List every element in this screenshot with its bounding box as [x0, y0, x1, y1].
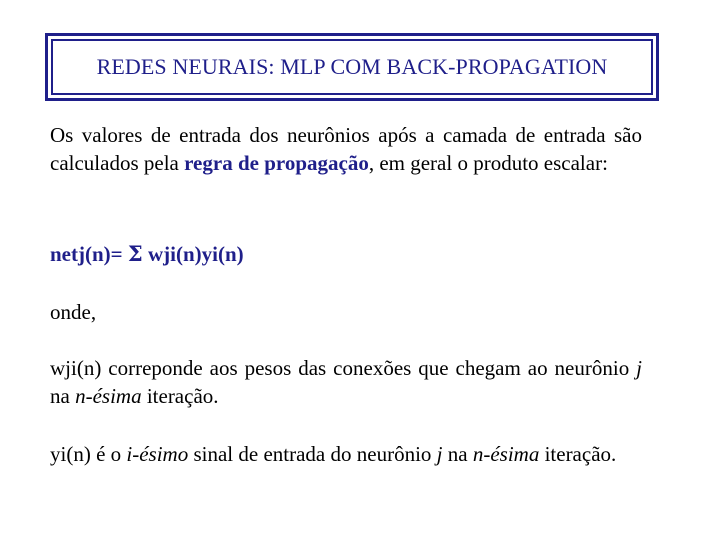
formula-lhs: netj(n)= — [50, 242, 123, 266]
slide-title: REDES NEURAIS: MLP COM BACK-PROPAGATION — [96, 54, 608, 79]
yi-part4: iteração. — [539, 442, 617, 466]
yi-part3: na — [442, 442, 473, 466]
yi-nesima-italic: n-ésima — [472, 442, 540, 466]
wji-part2: na — [50, 384, 76, 408]
yi-part2: sinal de entrada do neurônio — [188, 442, 437, 466]
title-inner-frame — [51, 39, 653, 95]
sigma-symbol: Σ — [127, 241, 143, 266]
yi-iesimo-italic: i-ésimo — [126, 442, 189, 466]
formula-line — [50, 240, 642, 268]
wji-nesima-italic: n-ésima — [75, 384, 142, 408]
wji-description — [50, 354, 642, 410]
wji-j-italic: j — [636, 356, 642, 380]
yi-j-italic: j — [436, 442, 443, 466]
propagation-rule-highlight: regra de propagação — [184, 151, 369, 175]
onde-text: onde, — [50, 300, 97, 324]
yi-part1: yi(n) é o — [50, 442, 127, 466]
yi-description — [50, 440, 642, 468]
formula-rhs: wji(n)yi(n) — [147, 242, 244, 266]
intro-text-after: , em geral o produto escalar: — [368, 151, 608, 175]
wji-part3: iteração. — [141, 384, 219, 408]
intro-paragraph — [50, 121, 642, 177]
title-frame — [45, 33, 659, 101]
wji-part1: wji(n) correponde aos pesos das conexões que chegam ao neurônio — [50, 356, 637, 380]
intro-text-before: Os valores de entrada dos neurônios após a camada de entrada são calculados pela — [50, 123, 642, 175]
